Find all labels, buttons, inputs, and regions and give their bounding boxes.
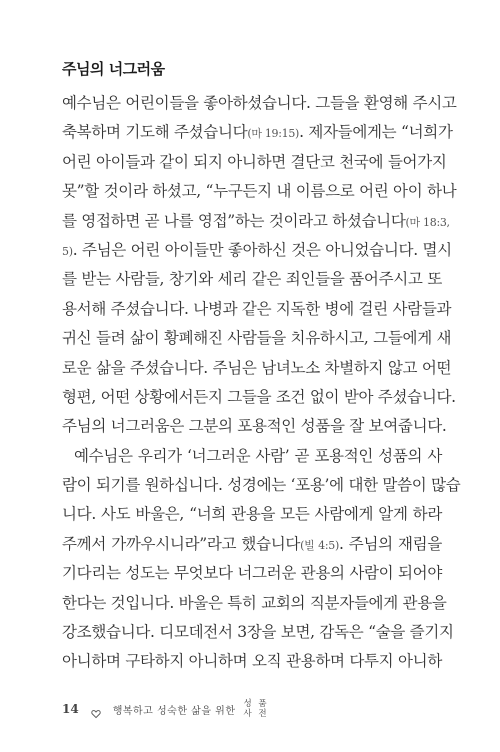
bible-citation: 5) <box>62 244 73 258</box>
text-line: 기다리는 성도는 무엇보다 너그러운 관용의 사람이 되어야 <box>62 564 442 583</box>
text-line: 람이 되기를 원하십니다. 성경에는 ‘포용’에 대한 말씀이 많습 <box>62 476 461 495</box>
paragraph-1 <box>62 89 457 442</box>
text-line: 니다. 사도 바울은, “너희 관용을 모든 사람에게 알게 하라 <box>62 505 442 524</box>
text-line: 용서해 주셨습니다. 나병과 같은 지독한 병에 걸린 사람들과 <box>62 299 452 318</box>
book-subtitle: 성 품 사 전 <box>243 699 269 719</box>
section-heading: 주님의 너그러움 <box>62 60 165 78</box>
paragraph-2 <box>62 442 461 677</box>
text-line: 귀신 들려 삶이 황폐해진 사람들을 치유하시고, 그들에게 새 <box>62 329 452 348</box>
bible-citation: (마 18:3, <box>405 215 450 229</box>
page-footer <box>62 699 269 719</box>
bible-citation: (마 19:15) <box>247 127 300 141</box>
text-line: 를 영접하면 곧 나를 영접”하는 것이라고 하셨습니다(마 18:3, <box>62 211 450 230</box>
text-line: 형편, 어떤 상황에서든지 그들을 조건 없이 받아 주셨습니다. <box>62 387 456 406</box>
text-line: 예수님은 어린이들을 좋아하셨습니다. 그들을 환영해 주시고 <box>62 94 457 112</box>
text-line: 5). 주님은 어린 아이들만 좋아하신 것은 아니었습니다. 멸시 <box>62 240 452 259</box>
bible-citation: (빌 4:5) <box>300 538 339 552</box>
text-line: 를 받는 사람들, 창기와 세리 같은 죄인들을 품어주시고 또 <box>62 270 442 289</box>
page-number: 14 <box>62 702 79 716</box>
text-line: 아니하며 구타하지 아니하며 오직 관용하며 다투지 아니하 <box>62 652 442 671</box>
text-line: 축복하며 기도해 주셨습니다(마 19:15). 제자들에게는 “너희가 <box>62 123 453 142</box>
text-line: 예수님은 우리가 ‘너그러운 사람’ 곧 포용적인 성품의 사 <box>74 446 442 465</box>
text-line: 강조했습니다. 디모데전서 3장을 보면, 감독은 “술을 즐기지 <box>62 623 454 642</box>
body-text <box>62 89 461 677</box>
text-line: 한다는 것입니다. 바울은 특히 교회의 직분자들에게 관용을 <box>62 593 447 612</box>
book-title: 행복하고 성숙한 삶을 위한 <box>112 705 236 717</box>
text-line: 주께서 가까우시니라”라고 했습니다(빌 4:5). 주님의 재림을 <box>62 534 443 553</box>
text-line: 못”할 것이라 하셨고, “누구든지 내 이름으로 어린 아이 하나 <box>62 182 457 201</box>
text-line: 주님의 너그러움은 그분의 포용적인 성품을 잘 보여줍니다. <box>62 417 447 436</box>
text-line: 로운 삶을 주셨습니다. 주님은 남녀노소 차별하지 않고 어떤 <box>62 358 452 377</box>
text-line: 어린 아이들과 같이 되지 아니하면 결단코 천국에 들어가지 <box>62 152 447 171</box>
heart-icon <box>91 704 101 714</box>
